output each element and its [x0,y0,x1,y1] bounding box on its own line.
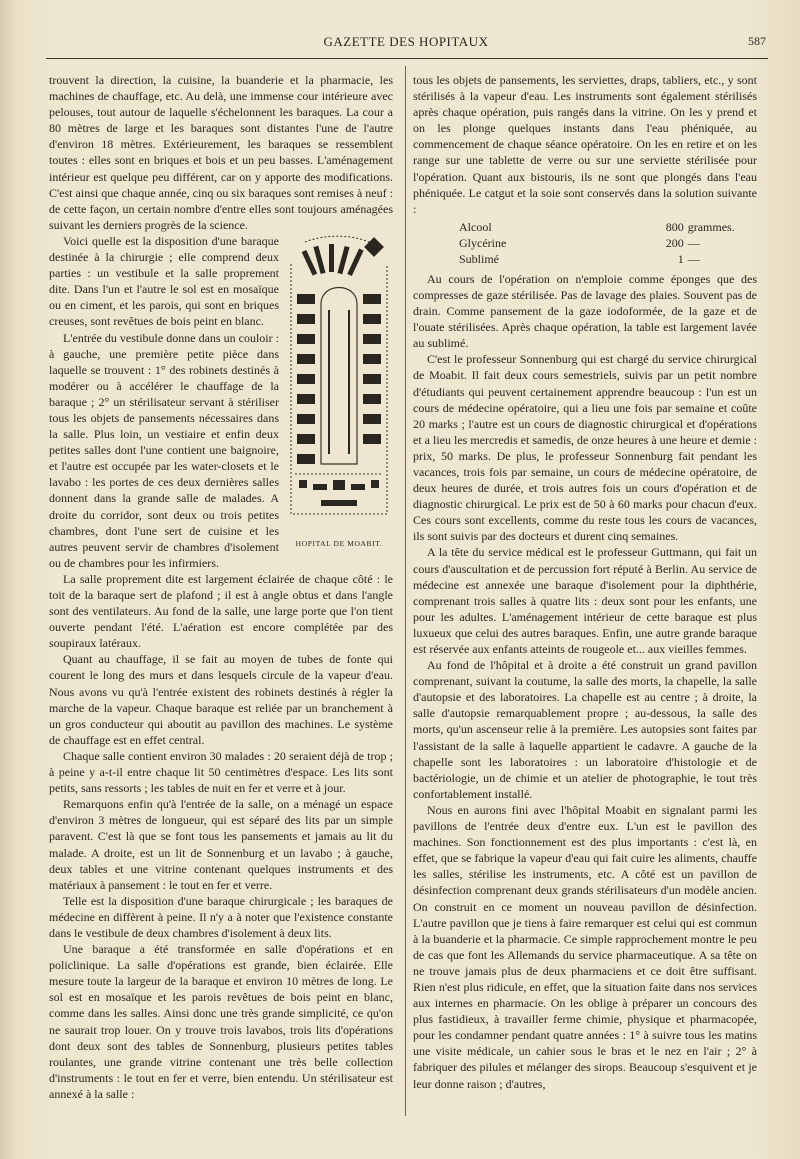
journal-title: GAZETTE DES HOPITAUX [323,34,489,49]
paragraph: Chaque salle contient environ 30 malades : 20 seraient déjà de trop ; à peine y a-t-il entre chaque lit 50 centimètres d'espace. Les lits sont petits, sans ressorts ; les tables de nuit en fer et verre et à jour. [49,748,393,796]
ingredient-quantity: 800 [665,219,684,234]
paragraph: Au cours de l'opération on n'emploie comme éponges que des compresses de gaze stérilisée. Pas de lavage des plaies. Souvent pas de drain. Comme pansement de la gaze iodoformée, de la gaze et de l'ouate stérilisées. Après chaque opération, la table est largement lavée au sublimé. [413,271,757,351]
solution-recipe-table [459,219,757,267]
paragraph: Voici quelle est la disposition d'une baraque destinée à la chirurgie ; elle comprend deux parties : un vestibule et la salle proprement dite. Dans l'un et l'autre le sol est en mosaïque ou en ciment, et les parois, qui sont en briques creuses, sont revêtues de bois peint en blanc. [49,233,279,329]
page-header [46,34,766,56]
page-number: 587 [748,34,766,48]
paragraph: tous les objets de pansements, les serviettes, draps, tabliers, etc., y sont stérilisés à la vapeur d'eau. Les instruments sont également stérilisés après chaque opération, puis rangés dans la vitrine. On les y prend et on les plonge quelques instants dans l'eau phéniquée, au commencement de chaque séance opératoire. On les en retire et on les range sur une tablette de verre ou sur une serviette stérilisée pour l'opération. Quant aux bistouris, ils ne sont que plongés dans l'eau phéniquée. Le catgut et la soie sont conservés dans la solution suivante : [413,73,757,216]
paragraph: C'est le professeur Sonnenburg qui est chargé du service chirurgical de Moabit. Il fait deux cours semestriels, suivis par un petit nombre d'étudiants qui peuvent certainement apprendre beaucoup : l'un est un cours de médecine opératoire, qui a lieu une fois par semaine et coûte 20 marks ; l'autre est un cours de diagnostic chirurgical et d'opérations et a lieu les mercredis et samedis, de onze heures à une heure et demie : prix, 50 marks. De plus, le professeur Sonnenburg fait pendant les vacances, trois fois par semaine, un cours de médecine opératoire, de deux heures de durée, et trois autres fois un cours d'opération et de diagnostic chirurgical. Le prix est de 50 à 60 marks pour chacun d'eux. Ces cours sont excellents, comme du reste tous les cours de vacances, ils sont suivis par des docteurs et durent cinq semaines. [413,352,757,544]
paragraph: Une baraque a été transformée en salle d'opérations et en policlinique. La salle d'opérations est grande, bien éclairée. Elle mesure toute la largeur de la baraque et environ 10 mètres de long. Le sol est en mosaïque et les parois revêtues de bois peint en blanc, comme dans les salles. Ainsi donc une très grande simplicité, ce qu'on ne saurait trop louer. On y trouve trois lavabos, trois lits d'opérations dont deux sont des tables de Sonnenburg, plusieurs petites tables roulantes, une grande vitrine contenant une très belle collection d'instruments : le tout en fer et verre, bien entendu. Un stérilisateur est annexé à la salle : [49,942,393,1101]
hospital-plan-illustration [285,234,393,534]
right-column [413,72,757,1092]
paragraph: trouvent la direction, la cuisine, la buanderie et la pharmacie, les machines de chauffage, etc. Au delà, une immense cour intérieure avec pelouses, tout autour de laquelle s'échelonnent les baraques. La cour a 80 mètres de large et les baraques sont distantes l'une de l'autre d'environ 18 mètres. Extérieurement, les baraques se ressemblent toutes : elles sont en briques et bois et un peu basses. L'aménagement intérieur est quelque peu différent, car on y apporte des modifications. C'est ainsi que chaque année, cinq ou six baraques sont remises à neuf : de cette façon, un certain nombre d'entre elles sont toujours aménagées suivant les derniers progrès de la science. [49,73,393,232]
ingredient-unit: — [687,251,700,266]
ingredient-quantity: 200 [665,235,684,250]
figure-caption: HOPITAL DE MOABIT. [295,538,383,548]
paragraph: Quant au chauffage, il se fait au moyen de tubes de fonte qui courent le long des murs et dans lesquels circule de la vapeur d'eau. Nous avons vu qu'à l'entrée existent des robinets destinés à régler la marche de la vapeur. Chaque baraque est reliée par un branchement à un gros conducteur qui aboutit au pavillon des machines. Le système de chauffage est en effet central. [49,652,393,747]
paragraph: Telle est la disposition d'une baraque chirurgicale ; les baraques de médecine en diffèrent à peine. Il n'y a à noter que l'existence constante dans le vestibule de deux chambres d'isolement à deux lits. [49,893,393,940]
ingredient-unit: — [687,235,700,250]
paragraph: Remarquons enfin qu'à l'entrée de la salle, on a ménagé un espace d'environ 3 mètres de longueur, qui est séparé des lits par un simple paravent. C'est là que se font tous les pansements et jamais au lit du malade. A droite, est un lit de Sonnenburg et un lavabo ; à gauche, deux tables et une vitrine contenant quelques instruments et des matériaux à pansement : le tout en fer et verre. [49,797,393,892]
ingredient-quantity: 1 [677,251,684,266]
header-rule [46,58,768,59]
paragraph: A la tête du service médical est le professeur Guttmann, qui fait un cours d'auscultation et de percussion fort réputé à Berlin. Au service de médecine est annexée une baraque d'isolement pour la diphthérie, comprenant trois salles à quatre lits : deux sont pour les enfants, une pour les adultes. L'aménagement intérieur de cette baraque est plus luxueux que celui des autres baraques. Enfin, une autre grande baraque est réservée aux enfants atteints de rougeole et... aux vieilles femmes. [413,545,757,656]
left-column [49,72,393,1102]
paragraph: Au fond de l'hôpital et à droite a été construit un grand pavillon comprenant, suivant la coutume, la salle des morts, la chapelle, la salle d'autopsie et des laboratoires. La chapelle est au centre ; à droite, la salle d'autopsie remarquablement propre ; au-dessous, la salle des morts, qu'un ascenseur relie à la première. Les autopsies sont faites par l'assistant de la salle à laquelle appartient le cadavre. A gauche de la chapelle sont les laboratoires : un laboratoire d'histologie et de bactériologie, un de chimie et un atelier de photographie, le tout très confortablement installé. [413,658,757,801]
ingredient-name: Alcool [459,219,492,234]
paragraph: Nous en aurons fini avec l'hôpital Moabit en signalant parmi les pavillons de l'entrée deux d'entre eux. L'un est le pavillon des machines. Son fonctionnement est des plus importants : c'est là, en effet, que se fabrique la vapeur d'eau qui fait cuire les aliments, chauffe les salles, stérilise les instruments, etc. A côté est un pavillon de désinfection comprenant deux grands stérilisateurs d'un modèle ancien. On construit en ce moment un nouveau pavillon de désinfection. L'autre pavillon que je tiens à faire remarquer est celui qui est commun à la buanderie et la pharmacie. Ce simple rapprochement montre le peu de cas que font les Allemands du service pharmaceutique. A sa tête on ne trouve jamais plus de deux pharmaciens et ce doit être suffisant. Rien n'est plus ridicule, en effet, que la situation faite dans nos services aux internes en pharmacie. On les oblige à préparer un concours des plus fastidieux, à travailler ferme chimie, physique et pharmacopée, pour les condamner pendant quatre années : 1° à suivre tous les matins une visite médicale, un cahier sous le bras et le nez en l'air ; 2° à fabriquer des pilules et mélanger des sirops. Beaucoup s'esquivent et je leur donne raison ; d'autres, [413,802,757,1091]
ingredient-unit: grammes. [687,219,735,234]
hospital-plan-figure [285,234,393,552]
ingredient-name: Glycérine [459,235,507,250]
paragraph: La salle proprement dite est largement éclairée de chaque côté : le toit de la baraque sert de plafond ; il est à angle obtus et dans l'angle sont des ventilateurs. Au fond de la salle, une large porte que l'on tient ouverte pendant l'été. L'aération est encore complétée par des soupiraux latéraux. [49,571,393,651]
recipe-row [459,219,757,235]
recipe-row [459,235,757,251]
column-separator [405,66,406,1116]
recipe-row [459,251,757,267]
paragraph: L'entrée du vestibule donne dans un couloir : à gauche, une première petite pièce dans laquelle se trouvent : 1° des robinets destinés à modérer ou à accélérer le chauffage de la baraque ; 2° un stérilisateur servant à stériliser tous les objets de pansements nécessaires dans la salle. Plus loin, un vestiaire et enfin deux petites salles dont l'une contient une baignoire, et l'autre est occupée par les water-closets et le lavabo : les portes de ces deux dernières salles donnent dans la grande salle de malades. A droite du corridor, sont deux ou trois petites chambres, dont l'une sert de cuisine et les autres peuvent servir de chambres d'isolement ou de chambres pour les infirmiers. [49,330,279,570]
ingredient-name: Sublimé [459,251,500,266]
